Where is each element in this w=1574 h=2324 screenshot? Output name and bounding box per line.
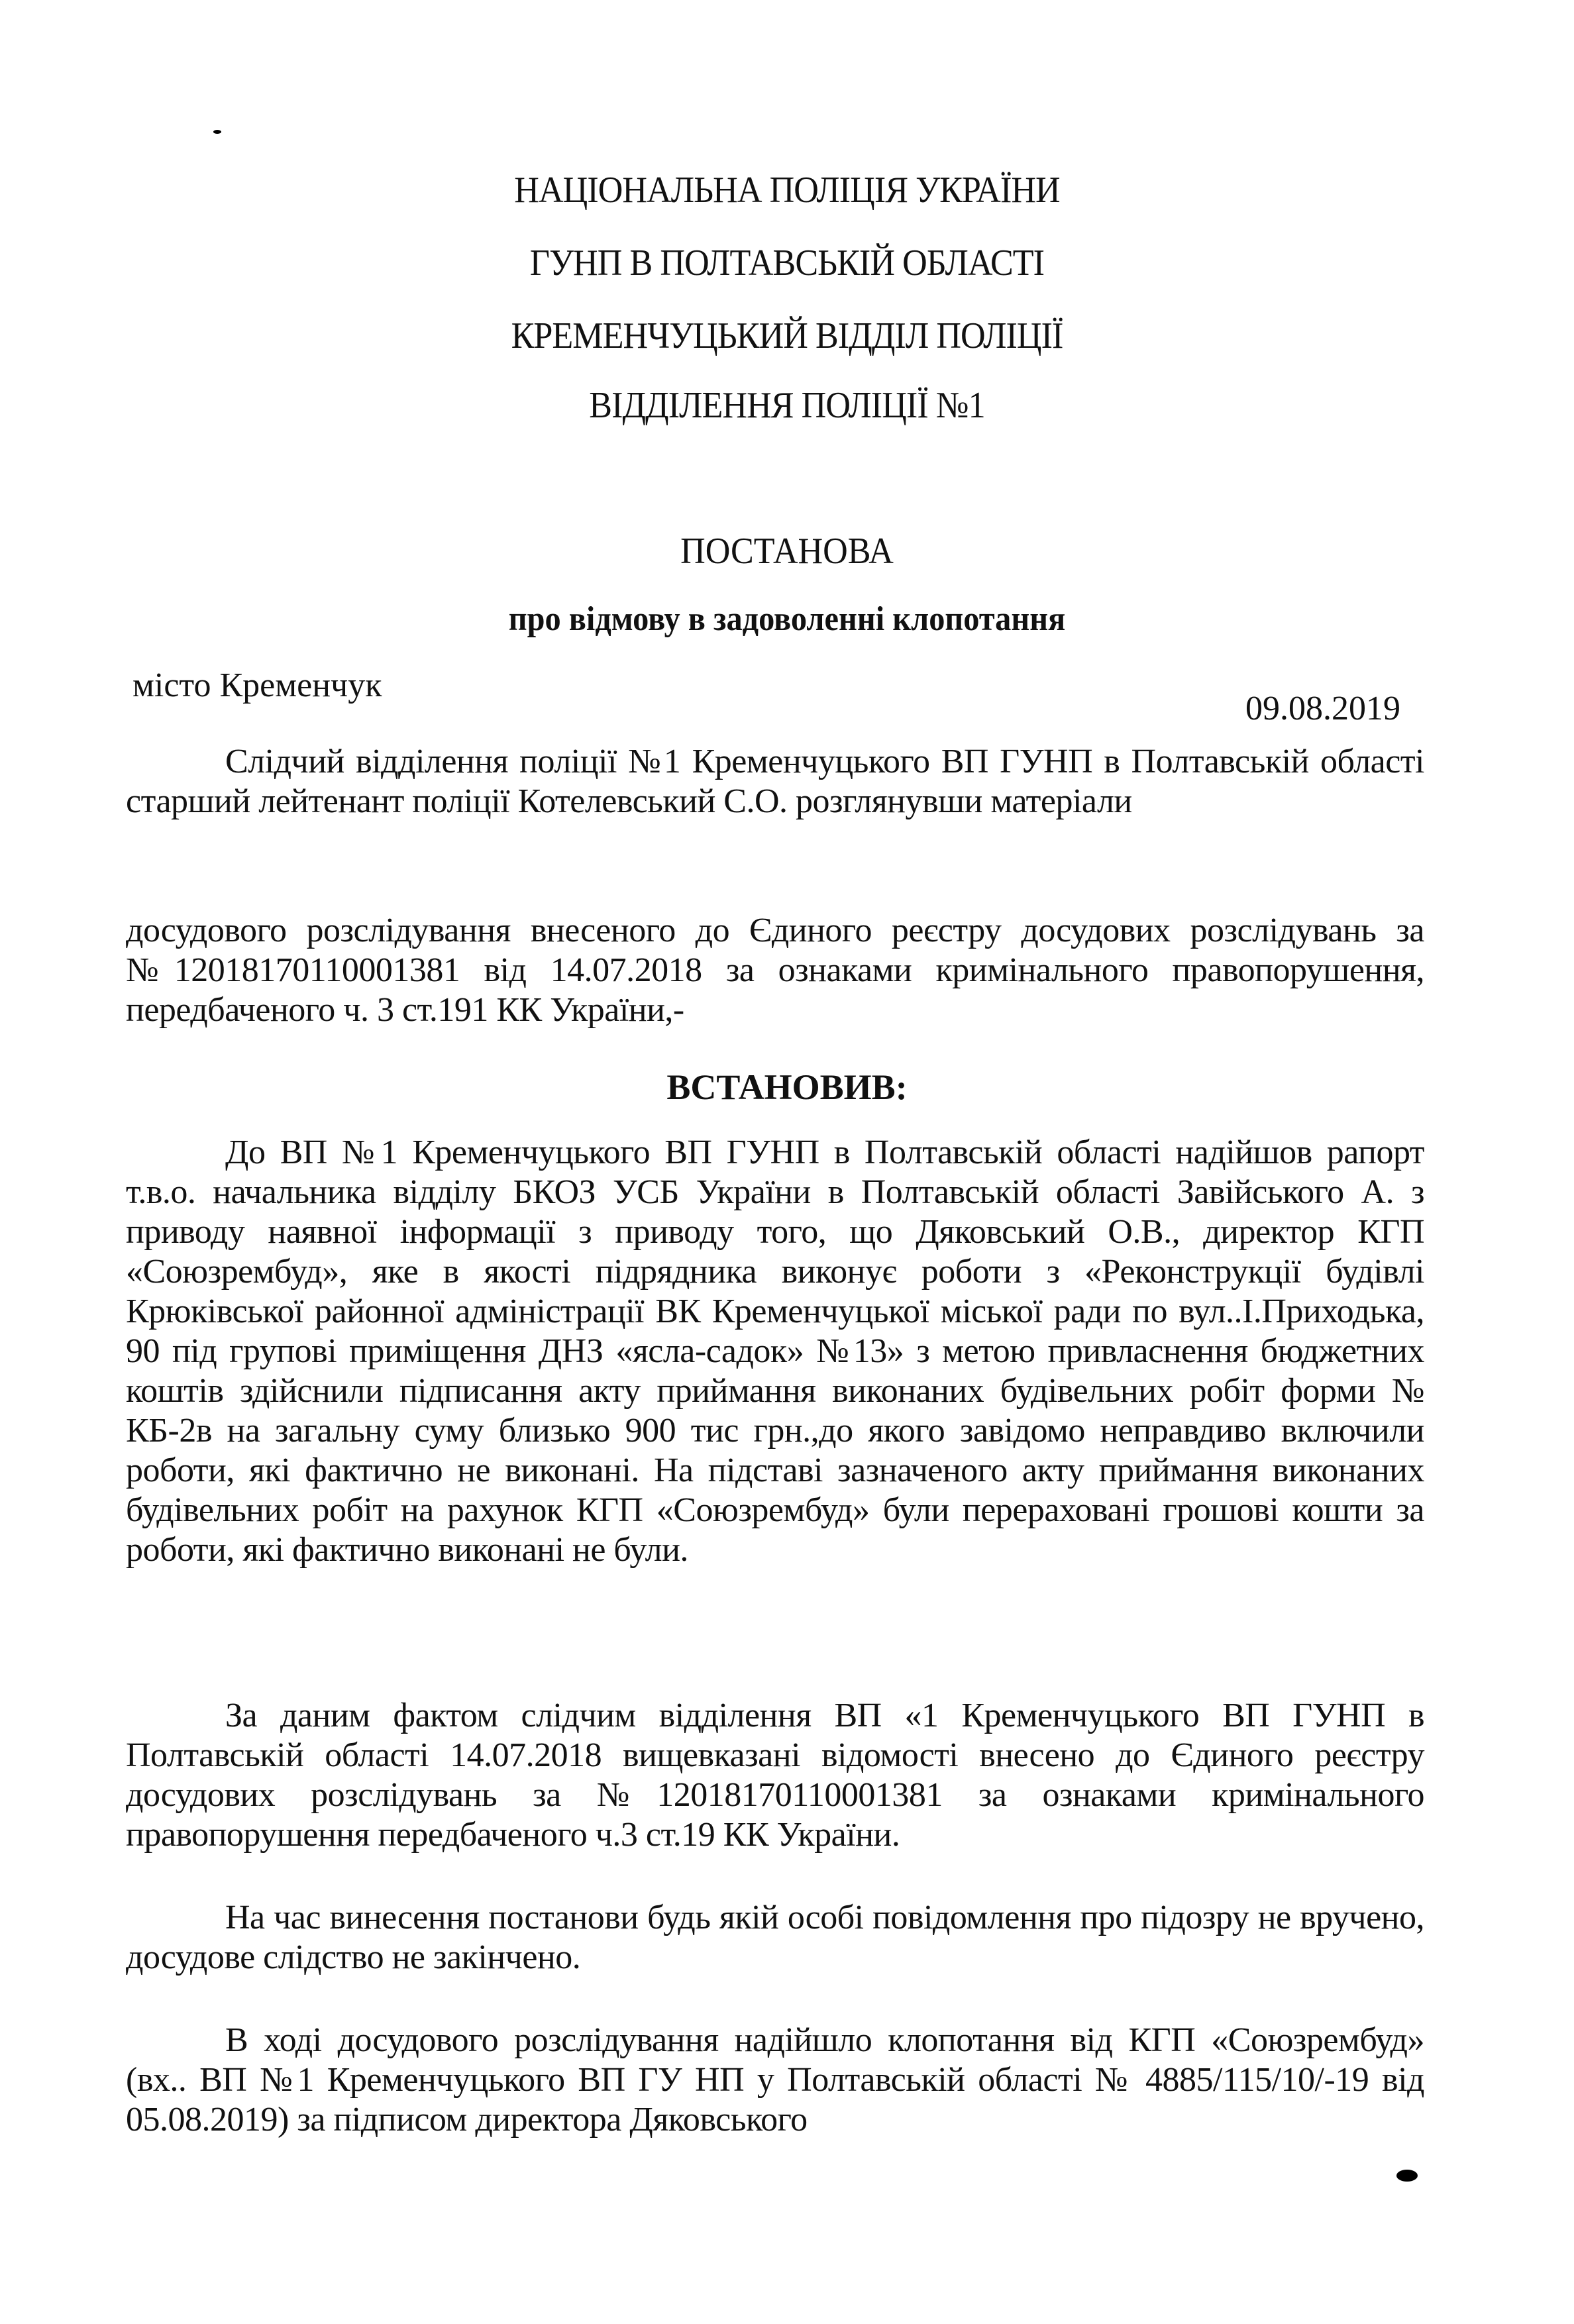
scan-speck bbox=[1396, 2170, 1418, 2182]
document-title: ПОСТАНОВА bbox=[680, 531, 894, 572]
header-line-agency: НАЦІОНАЛЬНА ПОЛІЦІЯ УКРАЇНИ bbox=[514, 170, 1060, 211]
document-date: 09.08.2019 bbox=[1245, 690, 1400, 727]
header-line-unit: ВІДДІЛЕННЯ ПОЛІЦІЇ №1 bbox=[589, 385, 985, 426]
header-line-regional-office: ГУНП В ПОЛТАВСЬКІЙ ОБЛАСТІ bbox=[529, 242, 1045, 284]
body-paragraph-motion: В ході досудового розслідування надійшло клопотання від КГП «Союзрембуд» (вх.. ВП №1 Кременчуцького ВП ГУ НП у Полтавській області № 4885/115/10/-19 від 05.08.2019) за підписом директора Дяковського bbox=[126, 2021, 1424, 2139]
section-heading-established: ВСТАНОВИВ: bbox=[666, 1067, 908, 1107]
document-city: місто Кременчук bbox=[132, 666, 382, 704]
body-paragraph-report: До ВП №1 Кременчуцького ВП ГУНП в Полтавській області надійшов рапорт т.в.о. начальника відділу БКОЗ УСБ України в Полтавській області Завійського А. з приводу наявної інформації з приводу того, що Дяковський О.В., директор КГП «Союзрембуд», яке в якості підрядника виконує роботи з «Реконструкції будівлі Крюківської районної адміністрації ВК Кременчуцької міської ради по вул..І.Приходька, 90 під групові приміщення ДНЗ «ясла-садок» №13» з метою привласнення бюджетних коштів здійснили підписання акту приймання виконаних будівельних робіт форми № КБ-2в на загальну суму близько 900 тис грн.,до якого завідомо неправдиво включили роботи, які фактично не виконані. На підставі зазначеного акту приймання виконаних будівельних робіт на рахунок КГП «Союзрембуд» були перераховані грошові кошти за роботи, які фактично виконані не були. bbox=[126, 1134, 1424, 1569]
intro-paragraph-investigator: Слідчий відділення поліції №1 Кременчуцького ВП ГУНП в Полтавській області старший лейтенант поліції Котелевський С.О. розглянувши матеріали bbox=[126, 743, 1424, 820]
document-subtitle: про відмову в задоволенні клопотання bbox=[508, 600, 1066, 638]
intro-paragraph-case: досудового розслідування внесеного до Єдиного реєстру досудових розслідувань за №12018170110001381 від 14.07.2018 за ознаками кримінального правопорушення, передбаченого ч. 3 ст.191 КК України,- bbox=[126, 912, 1424, 1029]
header-line-department: КРЕМЕНЧУЦЬКИЙ ВІДДІЛ ПОЛІЦІЇ bbox=[511, 315, 1063, 356]
body-paragraph-status: На час винесення постанови будь якій особі повідомлення про підозру не вручено, досудове слідство не закінчено. bbox=[126, 1899, 1424, 1976]
scan-speck bbox=[213, 130, 221, 134]
body-paragraph-registration: За даним фактом слідчим відділення ВП «1 Кременчуцького ВП ГУНП в Полтавській області 14.07.2018 вищевказані відомості внесено до Єдиного реєстру досудових розслідувань за №12018170110001381 за ознаками кримінального правопорушення передбаченого ч.3 ст.19 КК України. bbox=[126, 1697, 1424, 1854]
